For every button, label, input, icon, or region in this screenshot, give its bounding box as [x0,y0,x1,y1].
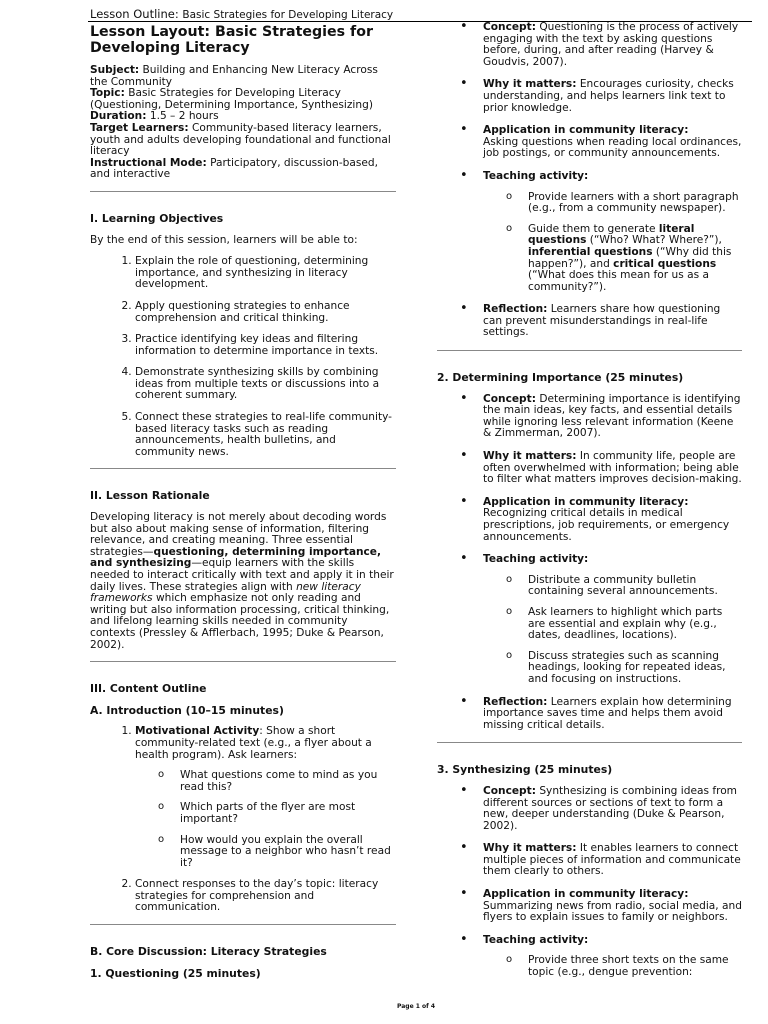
list-item: 1. Explain the role of questioning, determining importance, and synthesizing in literacy development. [135,256,396,291]
mode-label: Instructional Mode: [90,156,207,169]
application-text: Summarizing news from radio, social media, and flyers to explain issues to family or neighbors. [483,899,742,924]
concept-text: Synthesizing is combining ideas from different sources or sections of text to form a new, deeper understanding (Duke & Pearson, 2002). [483,784,737,832]
teach-text: (“Why did this happen?”), and [528,245,732,270]
teach-text: Guide them to generate [528,222,659,235]
left-column [90,22,396,989]
list-item: o Provide three short texts on the same topic (e.g., dengue prevention: [528,955,742,978]
list-item: o Distribute a community bulletin containing several announcements. [528,575,742,598]
rationale-paragraph [90,512,396,651]
objectives-heading: I. Learning Objectives [90,211,224,225]
lesson-meta [90,65,396,181]
rationale-text-2: —equip learners with the skills needed to interact critically with text and apply it in their daily lives. These strategies align with [90,557,394,593]
list-item [483,394,742,440]
application-text: Asking questions when reading local ordinances, job postings, or community announcements. [483,135,742,160]
list-item [483,125,742,160]
list-item: o What questions come to mind as you read this? [180,770,396,793]
list-item [483,935,742,979]
list-item [483,889,742,924]
reflection-text: Learners explain how determining importance saves time and helps them avoid missing critical details. [483,695,732,731]
teach-bold: literal questions [528,222,695,247]
list-item [135,726,396,869]
topic-label: Topic: [90,87,125,100]
list-item: 3. Practice identifying key ideas and filtering information to determine importance in texts. [135,334,396,357]
list-item: o Discuss strategies such as scanning headings, looking for repeated ideas, and focusing on instructions. [528,651,742,686]
why-text: It enables learners to connect multiple pieces of information and communicate them clearly to others. [483,842,741,878]
list-item: 2. Apply questioning strategies to enhance comprehension and critical thinking. [135,301,396,324]
subject-label: Subject: [90,64,140,76]
why-label: Why it matters: [483,78,577,91]
page-title: Lesson Layout: Basic Strategies for Developing Literacy [90,24,373,56]
list-item [483,843,742,878]
why-label: Why it matters: [483,450,577,463]
learners-label: Target Learners: [90,121,189,134]
synthesizing-list [437,786,742,979]
motivational-questions [135,770,396,869]
right-column [437,22,742,990]
teach-bold: inferential questions [528,245,653,258]
list-item [483,554,742,685]
section-divider [90,191,396,192]
list-item [483,22,742,68]
duration-value: 1.5 – 2 hours [149,110,219,123]
rationale-heading: II. Lesson Rationale [90,489,210,503]
list-item [483,786,742,832]
rationale-text-3: which emphasize not only reading and writing but also information processing, critical thinking, and lifelong learning skills needed in community contexts (Pressley & Afflerbach, 1995; Duke & Pearson, 2002). [90,592,390,651]
introduction-heading: A. Introduction (10–15 minutes) [90,703,284,717]
importance-heading: 2. Determining Importance (25 minutes) [437,371,684,385]
motivational-text: : Show a short community-related text (e.g., a flyer about a health program). Ask learners: [135,725,372,761]
learners-value: Community-based literacy learners, youth and adults developing foundational and functional literacy [90,121,391,158]
reflection-label: Reflection: [483,695,548,708]
list-item [483,79,742,114]
application-label: Application in community literacy: [483,495,689,508]
importance-list [437,394,742,732]
subject-value: Building and Enhancing New Literacy Across the Community [90,64,378,88]
reflection-label: Reflection: [483,303,548,316]
teaching-sublist [483,955,742,978]
section-divider [90,661,396,662]
meta-subject [90,65,396,88]
concept-label: Concept: [483,392,536,405]
header-prefix: Lesson Outline: [90,7,179,21]
meta-mode [90,158,396,181]
list-item: o How would you explain the overall message to a neighbor who hasn’t read it? [180,835,396,870]
section-divider [90,468,396,469]
rationale-italic: new literacy frameworks [90,580,361,605]
teaching-label: Teaching activity: [483,933,589,946]
meta-learners [90,123,396,158]
questioning-list [437,22,742,339]
teach-bold: critical questions [613,257,717,270]
teaching-label: Teaching activity: [483,553,589,566]
synthesizing-heading: 3. Synthesizing (25 minutes) [437,763,613,777]
teaching-label: Teaching activity: [483,169,589,182]
list-item: o Which parts of the flyer are most important? [180,802,396,825]
page-number: Page 1 of 4 [397,1003,435,1010]
concept-text: Determining importance is identifying the main ideas, key facts, and essential details while ignoring less relevant information (Keene & Zimmerman, 2007). [483,392,741,440]
list-item [483,171,742,293]
questioning-heading: 1. Questioning (25 minutes) [90,966,261,980]
section-divider [90,924,396,925]
list-item: 2. Connect responses to the day’s topic: literacy strategies for comprehension and communication. [135,879,396,914]
objectives-list [90,256,396,458]
concept-text: Questioning is the process of actively engaging with the text by asking questions before, during, and after reading (Harvey & Goudvis, 2007). [483,21,739,68]
teach-text: (“Who? What? Where?”), [586,234,722,247]
list-item [483,304,742,339]
list-item: o Ask learners to highlight which parts are essential and explain why (e.g., dates, deadlines, locations). [528,607,742,642]
why-text: Encourages curiosity, checks understanding, and helps learners link text to prior knowledge. [483,78,734,114]
list-item [483,497,742,543]
duration-label: Duration: [90,110,147,123]
teach-text: (“What does this mean for us as a community?”). [528,269,709,293]
rationale-bold: questioning, determining importance, and synthesizing [90,545,381,570]
mode-value: Participatory, discussion-based, and interactive [90,156,379,181]
list-item [528,224,742,294]
core-discussion-heading: B. Core Discussion: Literacy Strategies [90,945,327,959]
teaching-sublist [483,575,742,686]
section-divider [437,350,742,351]
concept-label: Concept: [483,784,536,797]
reflection-text: Learners share how questioning can prevent misunderstandings in real-life settings. [483,303,721,339]
why-text: In community life, people are often overwhelmed with information; being able to filter what matters improves decision-making. [483,450,742,486]
objectives-intro: By the end of this session, learners will be able to: [90,233,358,246]
list-item: 5. Connect these strategies to real-life community-based literacy tasks such as reading announcements, health bulletins, and community news. [135,412,396,458]
why-label: Why it matters: [483,842,577,855]
list-item: o Provide learners with a short paragraph (e.g., from a community newspaper). [528,192,742,215]
motivational-label: Motivational Activity [135,725,260,738]
section-divider [437,742,742,743]
teaching-sublist [483,192,742,294]
running-header [90,7,393,21]
application-label: Application in community literacy: [483,124,689,137]
meta-topic [90,88,396,111]
application-label: Application in community literacy: [483,888,689,901]
header-title: Basic Strategies for Developing Literacy [182,9,394,21]
list-item: 4. Demonstrate synthesizing skills by combining ideas from multiple texts or discussions into a coherent summary. [135,367,396,402]
list-item [483,451,742,486]
list-item [483,697,742,732]
concept-label: Concept: [483,21,536,33]
topic-value: Basic Strategies for Developing Literacy (Questioning, Determining Importance, Synthesizing) [90,87,373,111]
content-heading: III. Content Outline [90,682,207,696]
application-text: Recognizing critical details in medical prescriptions, job requirements, or emergency announcements. [483,507,730,543]
introduction-list [90,726,396,914]
rationale-text-1: Developing literacy is not merely about decoding words but also about making sense of information, filtering relevance, and creating meaning. Three essential strategies— [90,511,387,558]
